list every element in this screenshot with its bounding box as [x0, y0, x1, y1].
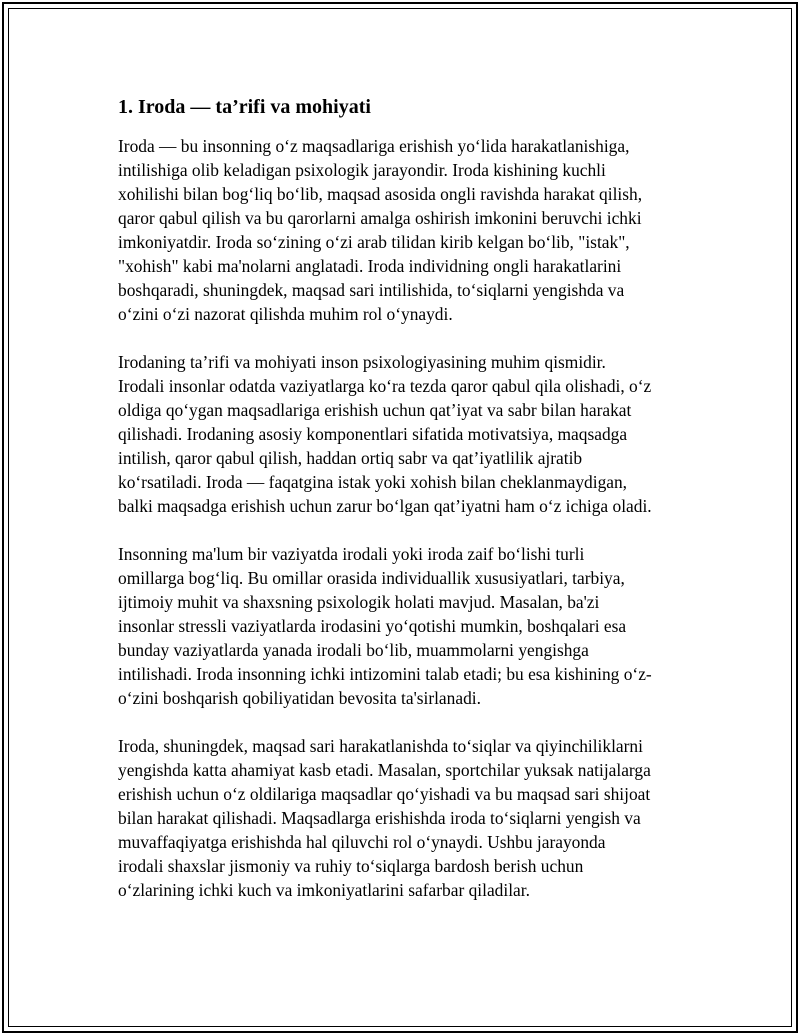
text-line: xohilishi bilan bog‘liq bo‘lib, maqsad asosida ongli ravishda harakat qilish,	[118, 184, 643, 204]
text-line: o‘zini o‘zi nazorat qilishda muhim rol o‘ynaydi.	[118, 304, 453, 324]
text-line: Irodaning ta’rifi va mohiyati inson psixologiyasining muhim qismidir.	[118, 352, 606, 372]
text-line: intilish, qaror qabul qilish, haddan ortiq sabr va qat’iyatlilik ajratib	[118, 448, 583, 468]
text-line: intilishiga olib keladigan psixologik jarayondir. Iroda kishining kuchli	[118, 160, 606, 180]
text-line: ijtimoiy muhit va shaxsning psixologik holati mavjud. Masalan, ba'zi	[118, 592, 600, 612]
document-body	[118, 94, 698, 926]
text-line: irodali shaxslar jismoniy va ruhiy to‘siqlarga bardosh berish uchun	[118, 856, 584, 876]
text-line: "xohish" kabi ma'nolarni anglatadi. Iroda individning ongli harakatlarini	[118, 256, 622, 276]
text-line: yengishda katta ahamiyat kasb etadi. Masalan, sportchilar yuksak natijalarga	[118, 760, 651, 780]
paragraph-4	[118, 734, 698, 902]
text-line: balki maqsadga erishish uchun zarur bo‘lgan qat’iyatni ham o‘z ichiga oladi.	[118, 496, 652, 516]
text-line: qilishadi. Irodaning asosiy komponentlari sifatida motivatsiya, maqsadga	[118, 424, 628, 444]
text-line: boshqaradi, shuningdek, maqsad sari intilishida, to‘siqlarni yengishda va	[118, 280, 625, 300]
text-line: ko‘rsatiladi. Iroda — faqatgina istak yoki xohish bilan cheklanmaydigan,	[118, 472, 628, 492]
text-line: omillarga bog‘liq. Bu omillar orasida individuallik xususiyatlari, tarbiya,	[118, 568, 625, 588]
paragraph-3	[118, 542, 698, 710]
text-line: Iroda — bu insonning o‘z maqsadlariga erishish yo‘lida harakatlanishiga,	[118, 136, 630, 156]
text-line: oldiga qo‘ygan maqsadlariga erishish uchun qat’iyat va sabr bilan harakat	[118, 400, 632, 420]
text-line: insonlar stressli vaziyatlarda irodasini yo‘qotishi mumkin, boshqalari esa	[118, 616, 627, 636]
paragraph-1	[118, 134, 698, 326]
text-line: muvaffaqiyatga erishishda hal qiluvchi rol o‘ynaydi. Ushbu jarayonda	[118, 832, 606, 852]
paragraph-2	[118, 350, 698, 518]
text-line: Irodali insonlar odatda vaziyatlarga ko‘ra tezda qaror qabul qila olishadi, o‘z	[118, 376, 652, 396]
text-line: o‘zini boshqarish qobiliyatidan bevosita ta'sirlanadi.	[118, 688, 481, 708]
text-line: erishish uchun o‘z oldilariga maqsadlar qo‘yishadi va bu maqsad sari shijoat	[118, 784, 651, 804]
text-line: Insonning ma'lum bir vaziyatda irodali yoki iroda zaif bo‘lishi turli	[118, 544, 585, 564]
text-line: intilishadi. Iroda insonning ichki intizomini talab etadi; bu esa kishining o‘z-	[118, 664, 652, 684]
text-line: o‘zlarining ichki kuch va imkoniyatlarini safarbar qiladilar.	[118, 880, 530, 900]
text-line: bilan harakat qilishadi. Maqsadlarga erishishda iroda to‘siqlarni yengish va	[118, 808, 641, 828]
text-line: Iroda, shuningdek, maqsad sari harakatlanishda to‘siqlar va qiyinchiliklarni	[118, 736, 643, 756]
text-line: bunday vaziyatlarda yanada irodali bo‘lib, muammolarni yengishga	[118, 640, 589, 660]
section-heading: 1. Iroda — ta’rifi va mohiyati	[118, 96, 371, 118]
text-line: qaror qabul qilish va bu qarorlarni amalga oshirish imkonini beruvchi ichki	[118, 208, 642, 228]
text-line: imkoniyatdir. Iroda so‘zining o‘zi arab tilidan kirib kelgan bo‘lib, "istak",	[118, 232, 630, 252]
